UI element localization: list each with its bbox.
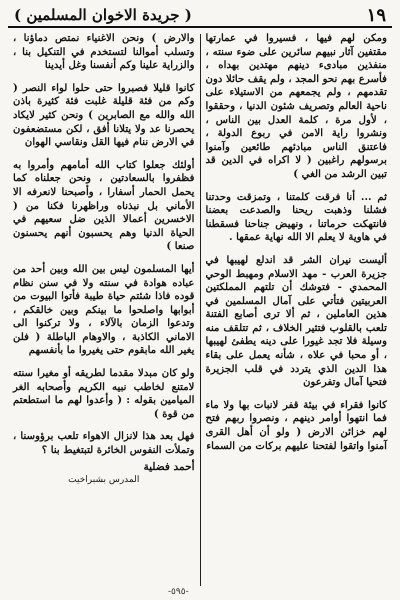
right-column xyxy=(201,32,393,592)
paragraph: فهل بعد هذا لانزال الاهواء تلعب برؤوسنا ، وتملأت النفوس الخائرة لتبتغيط بنا ؟ xyxy=(13,430,195,457)
paragraph: ولو كان مبدلا مقدما لطريقه أو مغيرا سنته لامتنع لخاطب نبيه الكريم وأصحابه الغر الميامين بقوله : ( وأعدوا لهم ما استطعتم من قوة ) xyxy=(13,367,195,420)
page-header xyxy=(8,4,392,28)
folio-number: -٥٩٥- xyxy=(168,587,189,597)
page-number: ١٩ xyxy=(366,4,386,26)
paragraph: ثم ... أنا فرقت كلمتنا ، وتمزقت وحدتنا فشلنا وذهبت ريحنا والصدعت بعضنا فانتهكت حرماتنا ، ونهيض جناحنا فسقطنا في هاوية لا يعلم الا الله نهاية عمقها . xyxy=(205,190,387,244)
paragraph: أيها المسلمون ليس بين الله وبين أحد من عباده هوادة في سنته ولا في سنن نظام قوده فاذا شئتم حياة طيبة فأتوا البيوت من أبوابها واصلحوا ما بينكم وبين خالقكم ، وتدعوا الزمان بالآلاء ، ولا تركنوا الى الاماني الكاذبة ، والاوهام الباطلة ( فلن يغير الله مابقوم حتى يغيروا ما بأنفسهم xyxy=(13,262,195,357)
left-column xyxy=(8,32,200,592)
author-name: أحمد فضلية xyxy=(143,460,195,473)
column-divider xyxy=(200,34,201,586)
paragraph: ومكن لهم فيها ، فسيروا في عمارتها مقتفين آثار نبيهم سائرين على ضوء سنته ، منفذين مبادىء دينهم مهتدين بهداه ، فأسرع بهم نحو المجد ، ولم يقف حائلا دون تقدمهم ، ولم يجمعهم من الاستيلاء على ناحية العالم وتصريف شئون الدنيا ، وحققوا ، لأول مرة ، كلمة العدل بين الناس ، ونشروا راية الامن في ربوع الدولة ، فاعتنق الناس مبادئهم طائعين وآمنوا برسولهم راغبين ( لا اكراه في الدين قد تبين الرشد من الغي ) xyxy=(205,32,387,180)
paragraph: كانوا قليلا فصبروا حتى حلوا لواء النصر ( وكم من فئة قليلة غلبت فئة كثيرة باذن الله والله مع الصابرين ) ونحن كثير لايكاد يحصرنا عد ولا يتلانا أفق ، لكن مستضعفون في الارض ننام فيها القل ونقاسي الهوان xyxy=(13,81,195,149)
paragraph: أولئك جعلوا كتاب الله أمامهم وأمروا به فظفروا بالسعادتين ، ونحن جعلناه كما يحمل الحمار أسفارا ، وأصبحنا لانعرفه الا الأماني بل نبذناه وراظهرنا فكنا من ( الاخسرين أعمالا الذين ضل سعيهم في الحياة الدنيا وهم يحسبون أنهم يحسنون صنعا ) xyxy=(13,158,195,253)
author-title: المدرس بشبراخيت xyxy=(68,475,140,486)
paragraph: كانوا فقراء في بيئة قفر لانبات بها ولا ماء فما انتهوا أوامر دينهم ، ونصروا ربهم فتح لهم خزائن الارض ( ولو أن أهل القرى آمنوا واتقوا لفتحنا عليهم بركات من السماء xyxy=(205,398,387,452)
paragraph: والارض ) ونحن الاغنياء نمتص دماؤنا ، وتسلب أموالنا لتستخدم في التنكيل بنا ، والزراية علينا وكم أنفسنا وغل أيدينا xyxy=(13,32,195,72)
article-columns xyxy=(8,32,392,592)
paragraph: أليست نيران الشر قد اندلع لهيبها في جزيرة العرب - مهد الاسلام ومهبط الوحي المحمدي - فتوشك أن تلتهم المملكتين العربيتين فتأتي على آمال المسلمين في هذين العاملين ، ثم ألا ترى أصابع الفتنة تلعب بالقلوب فتثير الخلاف ، ثم تتلقف منه وسيلة فلا تجد غيورا على دينه يطفئ لهيبها ، أو محبا في علاه ، شأنه يعمل على بقاء هذا الدين الذي يتردد في قلب الجزيرة فتحيا آمال وتفرعون xyxy=(205,253,387,389)
newspaper-title: ( جريدة الاخوان المسلمين ) xyxy=(14,6,192,24)
